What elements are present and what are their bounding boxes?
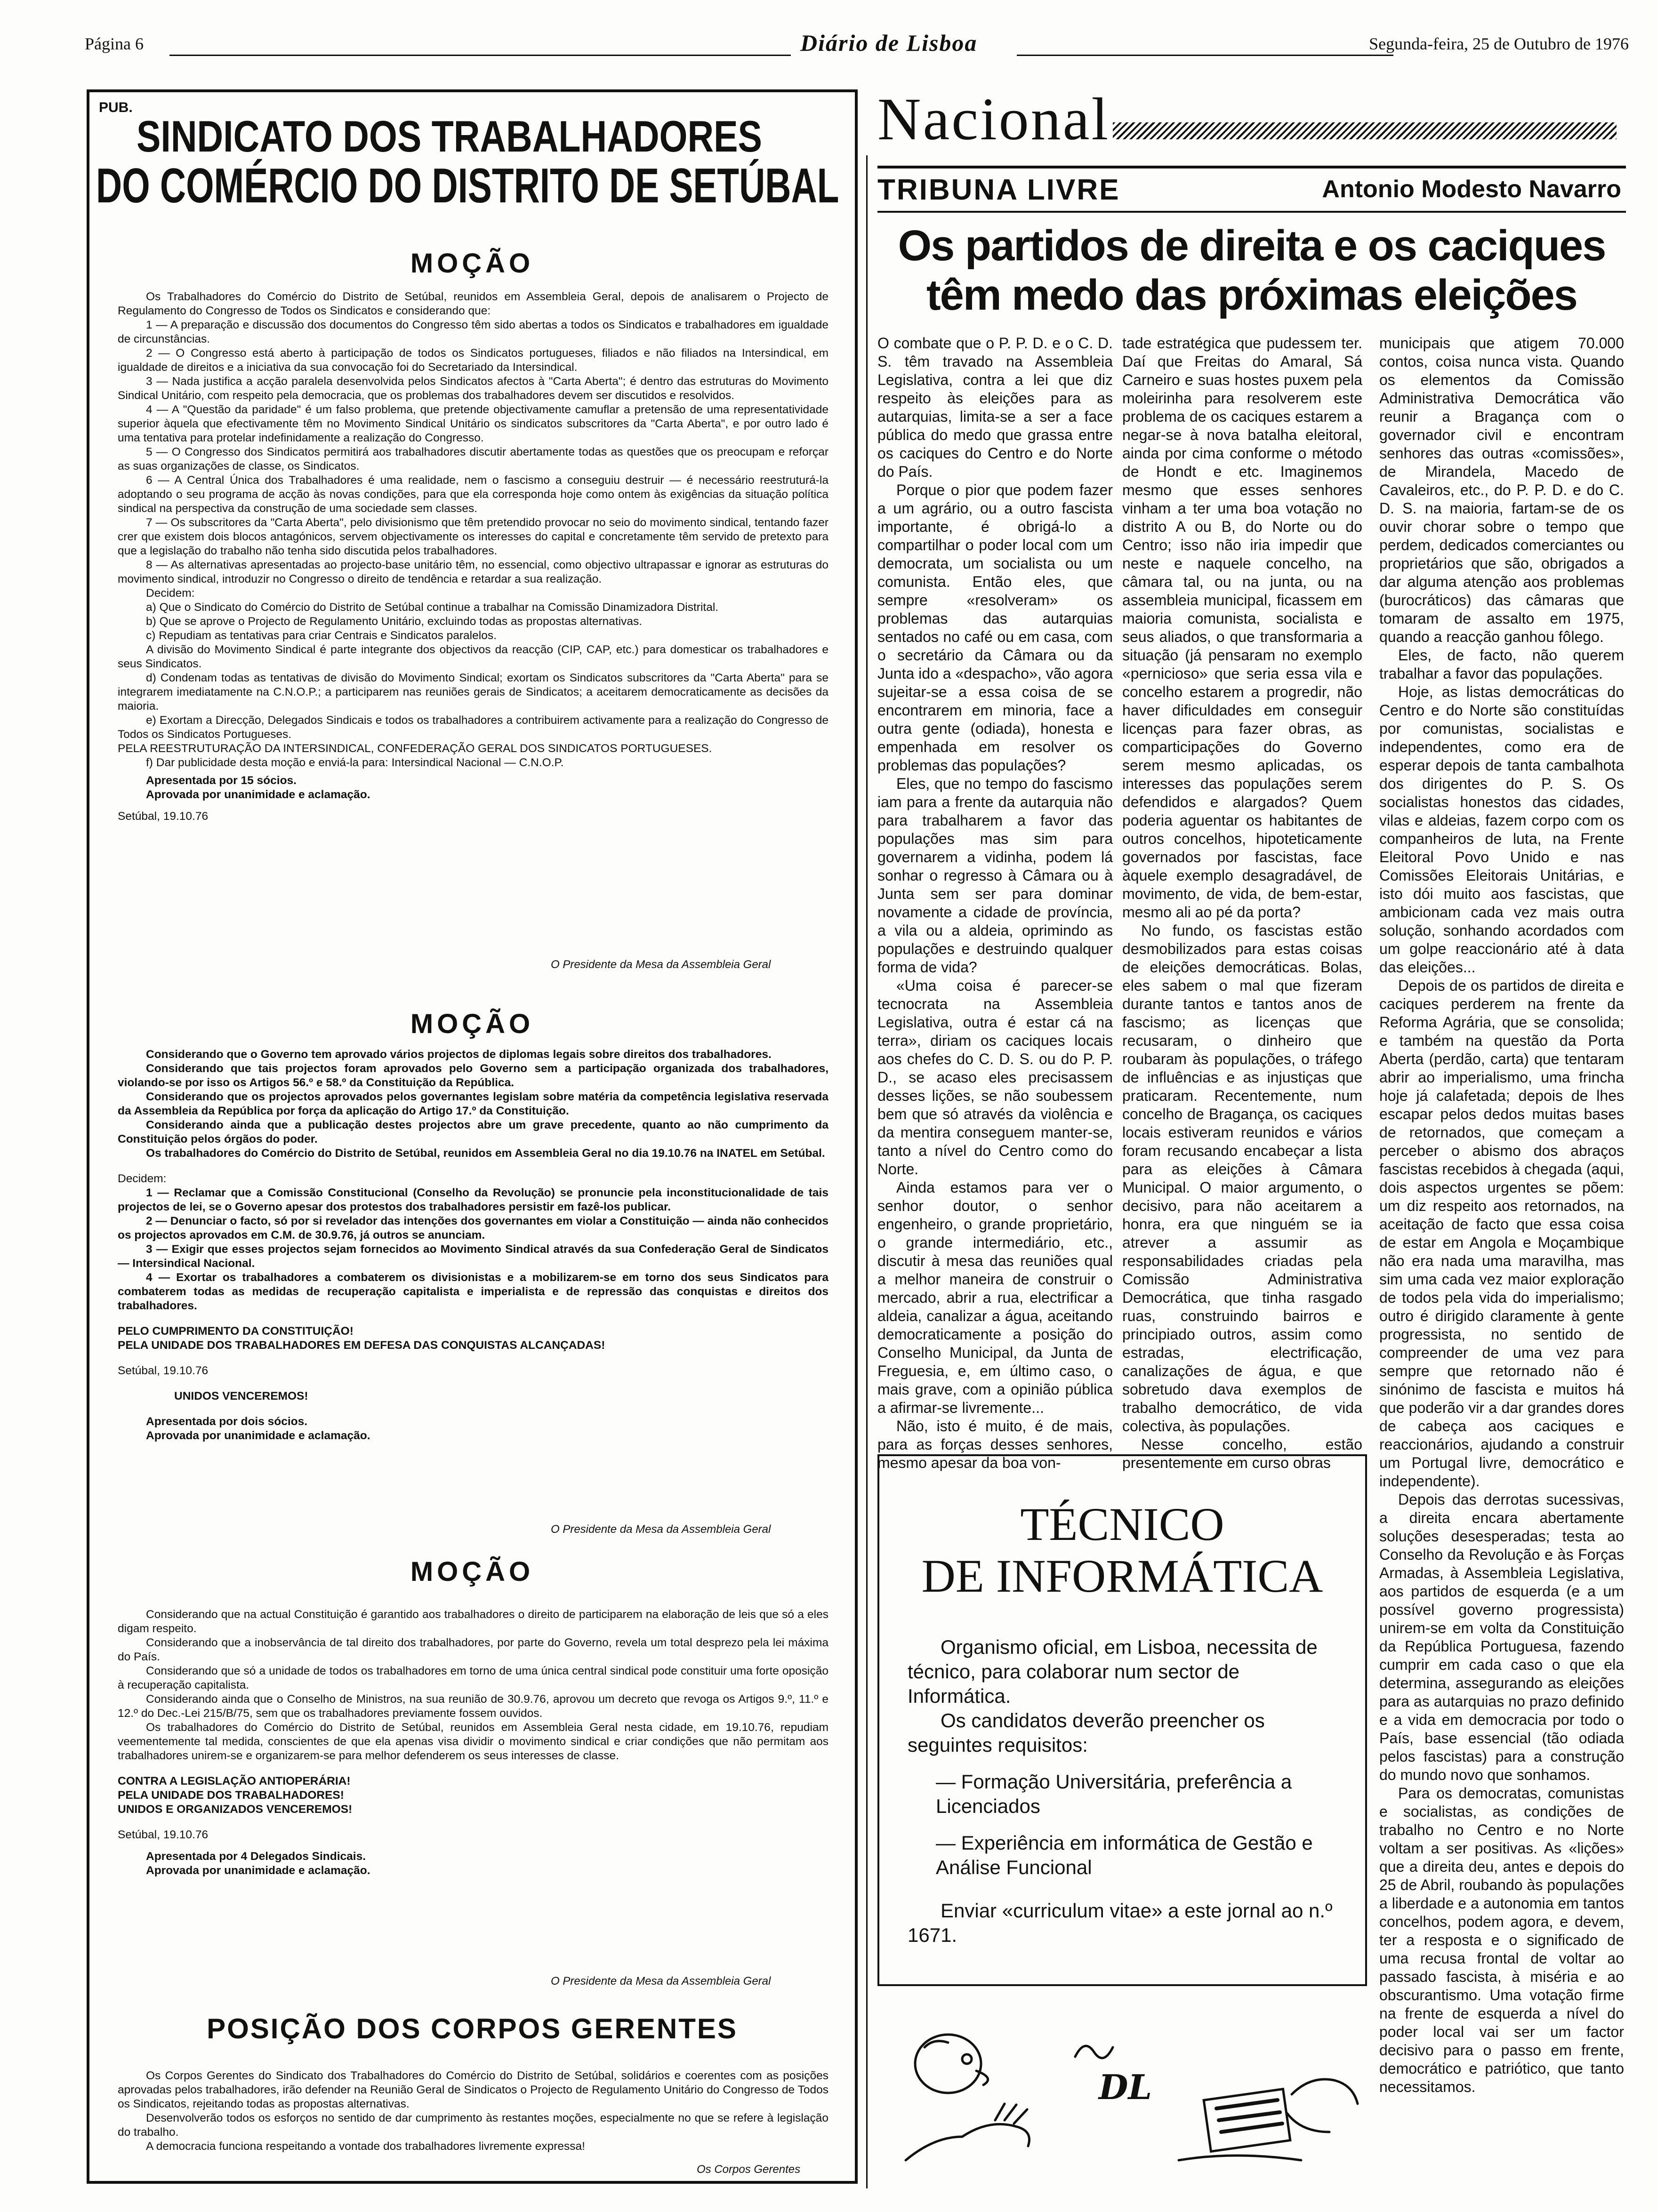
motion-2-para: Os trabalhadores do Comércio do Distrito de Setúbal, reunidos em Assembleia Geral no dia 19.10.76 na INATEL em Setúbal. (146, 1147, 825, 1160)
union-advertisement (87, 89, 858, 2184)
motion-3-slogan: CONTRA A LEGISLAÇÃO ANTIOPERÁRIA! (118, 1775, 351, 1787)
section-header (877, 80, 1631, 151)
rubric: TRIBUNA LIVRE (877, 174, 1120, 206)
job-ad-requirement: — Formação Universitária, preferência a Licenciados (936, 1771, 1292, 1817)
article-para: municipais que atigem 70.000 contos, coisa nunca vista. Quando os elementos da Comissão Administrativa Democrática vão reunir a Bragança com o governador civil e encontram senhores das outras «comissões», de Mirandela, Macedo de Cavaleiros, etc., do P. P. D. e do C. D. S. na maioria, fartam-se de os ouvir chorar sobre o tempo que perdem, dedicados comerciantes ou proprietários que são, obrigados a dar alguma atenção aos problemas (burocráticos) das câmaras que tomaram de assalto em 1975, quando a reacção ganhou fôlego. (1379, 335, 1624, 645)
motion-2-approved: Aprovada por unanimidade e aclamação. (146, 1429, 370, 1442)
motion-3-slogan: UNIDOS E ORGANIZADOS VENCEREMOS! (118, 1803, 353, 1816)
motion-2-item: 4 — Exortar os trabalhadores a combaterem os divisionistas e a mobilizarem-se em torno dos seus Sindicatos para combaterem todas as medidas de recuperação capitalista e imperialista e de repressão das conquistas e direitos dos trabalhadores. (118, 1271, 828, 1312)
article-column-3 (1379, 334, 1624, 2188)
motion-1-intro: Os Trabalhadores do Comércio do Distrito de Setúbal, reunidos em Assembleia Geral, depois de analisarem o Projecto de Regulamento do Congresso de Todos os Sindicatos e considerando que: (118, 290, 828, 317)
motion-2-signature: O Presidente da Mesa da Assembleia Geral (551, 1523, 771, 1536)
motion-2-text (118, 1048, 828, 1443)
motion-3-signature: O Presidente da Mesa da Assembleia Geral (551, 1975, 771, 1988)
article-para: Depois das derrotas sucessivas, a direita encara abertamente soluções desesperadas; testa ao Conselho da Revolução e às Forças Armadas, à Assembleia Legislativa, aos partidos de esquerda (e a um possível governo progressista) unirem-se em volta da Constituição da República Portuguesa, fazendo cumprir em cada caso o que ela determina, assegurando as eleições para as autarquias no prazo definido e a vida em democracia por todo o País, base essencial (tão odiada pelos fascistas) para a construção do mundo novo que sonhamos. (1379, 1491, 1624, 1783)
motion-2-para: Considerando que os projectos aprovados pelos governantes legislam sobre matéria da competência legislativa reservada da Assembleia da República por força da aplicação do Artigo 17.º da Constituição. (118, 1090, 828, 1117)
motion-1-item: 6 — A Central Única dos Trabalhadores é uma realidade, nem o fascismo a conseguiu destruir — é necessário reestruturá-la adoptando o seu programa de acção às novas condições, para que ela corresponda hoje como ontem às exigências da situação política sindical na perspectiva da construção de uma sociedade sem classes. (118, 474, 828, 515)
motion-2-place-date: Setúbal, 19.10.76 (118, 1364, 209, 1377)
article-para: O combate que o P. P. D. e o C. D. S. têm travado na Assembleia Legislativa, contra a lei que diz respeito às eleições para as autarquias, limita-se a ser a face pública do medo que grassa entre os caciques do Centro e do Norte do País. (877, 335, 1113, 480)
motion-1-item: 7 — Os subscritores da "Carta Aberta", pelo divisionismo que têm pretendido provocar no seio do movimento sindical, tentando fazer crer que existem dois blocos antagónicos, servem objectivamente os interesses do capital e concretamente têm servido de pretexto para que a legislação do trabalho não tenha sido discutida pelos trabalhadores. (118, 516, 828, 557)
motion-1-item: 4 — A "Questão da paridade" é um falso problema, que pretende objectivamente camuflar a pretensão de uma representatividade superior àquela que efectivamente têm no Movimento Sindical Unitário os sindicatos subscritores da "Carta Aberta", e por outro lado é uma tentativa para protelar indefinidamente a realização do Congresso. (118, 403, 828, 444)
motion-3-approved: Apresentada por 4 Delegados Sindicais. (146, 1850, 366, 1863)
header-rule (1017, 55, 1393, 56)
motion-1-item: 1 — A preparação e discussão dos documentos do Congresso têm sido abertas a todos os Sindicatos e trabalhadores em igualdade de circunstâncias. (118, 319, 828, 345)
article-para: Porque o pior que podem fazer a um agrário, ou a outro fascista importante, é obrigá-lo a compartilhar o poder local com um democrata, um socialista ou um comunista. Então eles, que sempre «resolveram» os problemas das autarquias sentados no café ou em casa, com o secretário da Câmara ou da Junta ido a «despacho», vão agora sujeitar-se a essa coisa de se encontrarem em minoria, face a outra gente (odiada), honesta e empenhada em resolver os problemas das populações? (877, 481, 1113, 774)
ad-title-line-2: DO COMÉRCIO DO DISTRITO DE SETÚBAL (96, 159, 839, 213)
article-para: Hoje, as listas democráticas do Centro e do Norte são constituídas por comunistas, socialistas e independentes, como era de esperar depois de tanta cambalhota dos dirigentes do P. S. Os socialistas honestos das cidades, vilas e aldeias, fazem corpo com os companheiros de luta, na Frente Eleitoral Povo Unido e nas Comissões Eleitorais Unitárias, e isto dói muito aos fascistas, que ambicionam cada vez mais outra solução, sonhando acordados com um golpe reaccionário até à data das eleições... (1379, 683, 1624, 976)
motion-3-para: Considerando que só a unidade de todos os trabalhadores em torno de uma única central sindical pode constituir uma forte oposição à recuperação capitalista. (118, 1665, 828, 1691)
page-header (85, 27, 1629, 60)
motion-1-decision: f) Dar publicidade desta moção e enviá-la para: Intersindical Nacional — C.N.O.P. (146, 756, 564, 769)
masthead: Diário de Lisboa (800, 30, 978, 56)
job-ad-title (879, 1499, 1365, 1602)
article-para: «Uma coisa é parecer-se tecnocrata na Assembleia Legislativa, outra é estar cá na terra», diriam os caciques locais aos chefes do C. D. S. ou do P. P. D., se acaso eles precisassem desses lições, se não soubessem bem que só através da violência e da mentira conseguem manter-se, tanto a nível do Centro como do Norte. (877, 977, 1113, 1178)
motion-1-decision: e) Exortam a Direcção, Delegados Sindicais e todos os trabalhadores a contribuirem activamente para a realização do Congresso de Todos os Sindicatos Portugueses. (118, 714, 828, 741)
motion-heading: MOÇÃO (410, 1009, 534, 1039)
motion-2-item: 1 — Reclamar que a Comissão Constitucional (Conselho da Revolução) se pronuncie pela inconstitucionalidade de tais projectos de lei, se o Governo apesar dos protestos dos trabalhadores persistir em fazê-los publicar. (118, 1186, 828, 1213)
issue-date: Segunda-feira, 25 de Outubro de 1976 (1369, 34, 1629, 53)
motion-2-para: Considerando que tais projectos foram aprovados pelo Governo sem a participação organizada dos trabalhadores, violando-se por isso os Artigos 56.º e 58.º da Constituição da República. (118, 1062, 828, 1089)
position-signature: Os Corpos Gerentes (697, 2163, 801, 2176)
position-para: Desenvolverão todos os esforços no sentido de dar cumprimento às restantes moções, especialmente no que se refere à legislação do trabalho. (118, 2112, 828, 2139)
article-column-1 (877, 334, 1113, 1471)
motion-1-decision: c) Repudiam as tentativas para criar Centrais e Sindicatos paralelos. (146, 629, 497, 642)
section-hatch (1113, 122, 1617, 139)
header-rule (169, 55, 791, 56)
author: Antonio Modesto Navarro (1322, 176, 1621, 203)
motion-1-slogan: PELA REESTRUTURAÇÃO DA INTERSINDICAL, CONFEDERAÇÃO GERAL DOS SINDICATOS PORTUGUESES. (118, 742, 712, 755)
cartoon (877, 2019, 1367, 2174)
position-heading: POSIÇÃO DOS CORPOS GERENTES (207, 2013, 738, 2044)
headline-line-1: Os partidos de direita e os caciques (898, 222, 1606, 270)
motion-3-para: Considerando ainda que o Conselho de Ministros, na sua reunião de 30.9.76, aprovou um decreto que revoga os Artigos 9.º, 11.º e 12.º do Dec.-Lei 215/B/75, sem que os trabalhadores previamente fossem ouvidos. (118, 1693, 828, 1720)
motion-2-item: 3 — Exigir que esses projectos sejam fornecidos ao Movimento Sindical através da sua Confederação Geral de Sindicatos — Intersindical Nacional. (118, 1243, 828, 1270)
page-number: Página 6 (85, 34, 144, 53)
motion-2-decide: Decidem: (118, 1172, 167, 1185)
job-ad-para: Os candidatos deverão preencher os seguintes requisitos: (908, 1709, 1265, 1756)
motion-2-para: Considerando que o Governo tem aprovado vários projectos de diplomas legais sobre direitos dos trabalhadores. (146, 1048, 772, 1061)
motion-1-decision: b) Que se aprove o Projecto de Regulamento Unitário, excluindo todas as propostas alternativas. (146, 615, 643, 628)
job-ad-title-line-2: DE INFORMÁTICA (921, 1550, 1323, 1602)
column-divider (866, 155, 868, 2188)
article-para: Ainda estamos para ver o senhor doutor, o senhor engenheiro, o grande proprietário, o grande intermediário, etc., discutir à mesa das reuniões qual a melhor maneira de construir o mercado, abrir a rua, electrificar a aldeia, canalizar a água, aceitando democraticamente a posição do Conselho Municipal, da Junta de Freguesia, e, em último caso, o mais grave, com a opinião pública a afirmar-se livremente... (877, 1179, 1113, 1416)
motion-3-text (118, 1608, 828, 1878)
motion-1-decision: a) Que o Sindicato do Comércio do Distrito de Setúbal continue a trabalhar na Comissão Dinamizadora Distrital. (146, 601, 719, 614)
motion-1-item: 8 — As alternativas apresentadas ao projecto-base unitário têm, no essencial, como objectivo ultrapassar e ignorar as estruturas do movimento sindical, introduzir no Congresso o direito de tendência e retardar a sua realização. (118, 559, 828, 585)
article-para: No fundo, os fascistas estão desmobilizados para estas coisas de eleições democráticas. Bolas, eles sabem o mal que fizeram durante tantos e tantos anos de fascismo; as licenças que recusaram, o dinheiro que roubaram às populações, o tráfego de influências e as injustiças que praticaram. Recentemente, num concelho de Bragança, os caciques locais estiveram reunidos e vários foram recusando encabeçar a lista para as eleições à Câmara Municipal. O maior argumento, o decisivo, para não aceitarem a honra, era que ninguém se ia atrever a assumir as responsabilidades criadas pela Comissão Administrativa Democrática, que tinha rasgado ruas, construindo bairros e principiado outros, assim como estradas, electrificação, canalizações de água, e que sobretudo dava exemplos de trabalho democrático, de vida colectiva, às populações. (1122, 922, 1362, 1435)
article-para: Eles, que no tempo do fascismo iam para a frente da autarquia não para trabalharem a favor das populações mas sim para governarem a vidinha, podem lá sonhar o regresso à Câmara ou à Junta sem ser para dominar novamente a cidade de província, a vila ou a aldeia, oprimindo as populações e destruindo qualquer forma de vida? (877, 775, 1113, 976)
article-para: Eles, de facto, não querem trabalhar a favor das populações. (1379, 647, 1624, 682)
job-ad-title-line-1: TÉCNICO (1020, 1498, 1224, 1550)
motion-2-approved: Apresentada por dois sócios. (146, 1415, 308, 1428)
article-para: Nesse concelho, estão presentemente em curso obras (1122, 1436, 1362, 1471)
motion-2-slogan: PELO CUMPRIMENTO DA CONSTITUIÇÃO! (118, 1325, 354, 1338)
motion-1-decide: Decidem: (146, 587, 195, 600)
article-para: Depois de os partidos de direita e caciques perderem na frente da Reforma Agrária, que se consolida; e também na questão da Porta Aberta (perdão, carta) que tentaram abrir ao imperialismo, uma frincha hoje já calafetada; depois de lhes escapar pelos dedos muitas bases de retornados, que começam a perceber o abismo dos abraços fascistas recebidos à chegada (aqui, dois aspectos urgentes se põem: um diz respeito aos retornados, na aceitação de facto que essa coisa de estar em Angola e Moçambique não era nada uma maravilha, mas sim uma cada vez maior exploração de todos pela vida do imperialismo; outro é dirigido claramente à gente progressista, no sentido de compreender de uma vez para sempre que retornado não é sinónimo de fascista e muitos há que poderão vir a dar grandes dores de cabeça aos caciques e reaccionários, ajudando a construir um Portugal livre, democrático e independente). (1379, 977, 1624, 1490)
motion-1-item: 2 — O Congresso está aberto à participação de todos os Sindicatos portugueses, filiados e não filiados na Intersindical, em igualdade de direitos e a iniciativa da sua convocação foi do Secretariado da Intersindical. (118, 347, 828, 374)
article-column-2 (1122, 334, 1362, 1471)
article-para: Não, isto é muito, é de mais, para as forças desses senhores, mesmo apesar da boa von- (877, 1418, 1113, 1471)
motion-3-approved: Aprovada por unanimidade e aclamação. (146, 1864, 370, 1877)
article-para: tade estratégica que pudessem ter. Daí que Freitas do Amaral, Sá Carneiro e suas hostes puxem pela moleirinha para resolverem este problema de os caciques estarem a negar-se à nova batalha eleitoral, ainda por cima conforme o método de Hondt e etc. Imaginemos mesmo que esses senhores vinham a ter uma boa votação no distrito A ou B, do Norte ou do Centro; isso não iria impedir que neste e naquele concelho, na câmara tal, ou na junta, ou na assembleia municipal, ficassem em maioria comunista, socialista e seus aliados, o que transformaria a situação (já pensaram no exemplo «pernicioso» que seria essa vila e concelho estarem a progredir, não haver dificuldades em conseguir licenças para fazer obras, as comparticipações do Governo serem mesmo aplicadas, os interesses das populações serem defendidos e alargados? Quem poderia aguentar os habitantes de outros concelhos, hipoteticamente governados por fascistas, face àquele exemplo desagradável, de movimento, de vida, de bem-estar, mesmo ali ao pé da porta? (1122, 335, 1362, 921)
pub-label: PUB. (99, 100, 133, 115)
cartoon-label: DL (1099, 2067, 1152, 2107)
motion-3-para: Considerando que na actual Constituição é garantido aos trabalhadores o direito de participarem na elaboração de leis que só a eles digam respeito. (118, 1608, 828, 1635)
job-ad-para: Enviar «curriculum vitae» a este jornal ao n.º 1671. (908, 1899, 1333, 1946)
motion-1-approved: Apresentada por 15 sócios. (146, 774, 297, 787)
ad-title-line-1: SINDICATO DOS TRABALHADORES (137, 112, 762, 161)
job-advertisement (877, 1454, 1367, 1986)
job-ad-para: Organismo oficial, em Lisboa, necessita de técnico, para colaborar num sector de Informática. (908, 1636, 1318, 1707)
motion-1-text (118, 290, 828, 824)
motion-1-approved: Aprovada por unanimidade e aclamação. (146, 788, 370, 801)
motion-2-slogan: UNIDOS VENCEREMOS! (174, 1390, 308, 1403)
rubric-bar (877, 166, 1626, 213)
motion-2-para: Considerando ainda que a publicação destes projectos abre um grave precedente, quanto ao não cumprimento da Constituição pelos órgãos do poder. (118, 1119, 828, 1146)
section-title: Nacional (877, 86, 1110, 152)
position-para: A democracia funciona respeitando a vontade dos trabalhadores livremente expressa! (146, 2140, 585, 2153)
motion-3-para: Os trabalhadores do Comércio do Distrito de Setúbal, reunidos em Assembleia Geral nesta cidade, em 19.10.76, repudiam veementemente tal medida, conscientes de que ela apenas visa dividir o movimento sindical e criar condições que não permitam aos trabalhadores unirem-se e organizarem-se para melhor defenderem os seus interesses de classe. (118, 1721, 828, 1762)
position-text (118, 2069, 828, 2154)
motion-1-decision: d) Condenam todas as tentativas de divisão do Movimento Sindical; exortam os Sindicatos subscritores da "Carta Aberta" para se integrarem imediatamente na C.N.O.P.; a participarem nas reuniões gerais de Sindicatos; a aceitarem democraticamente as decisões da maioria. (118, 672, 828, 713)
article-para: Para os democratas, comunistas e socialistas, as condições de trabalho no Centro e no Norte voltam a ser positivas. As «lições» que a direita deu, antes e depois do 25 de Abril, roubando às populações a liberdade e a autonomia em tantos concelhos, podem agora, e devem, ter a resposta e o significado de uma recusa frontal de voltar ao passado fascista, à miséria e ao obscurantismo. Uma votação firme na frente de esquerda a nível do poder local vai ser um factor decisivo para o passo em frente, democrático e patriótico, que tanto necessitamos. (1379, 1785, 1624, 2095)
article-headline (877, 221, 1626, 325)
motion-3-slogan: PELA UNIDADE DOS TRABALHADORES! (118, 1789, 344, 1802)
motion-2-item: 2 — Denunciar o facto, só por si revelador das intenções dos governantes em violar a Constituição — ainda não conhecidos os projectos aprovados em C.M. de 30.9.76, já outros se anunciam. (118, 1215, 828, 1242)
job-ad-requirement: — Experiência em informática de Gestão e Análise Funcional (936, 1832, 1313, 1878)
motion-1-decision: A divisão do Movimento Sindical é parte integrante dos objectivos da reacção (CIP, CAP, etc.) para domesticar os trabalhadores e seus Sindicatos. (118, 643, 828, 670)
motion-heading: MOÇÃO (410, 248, 534, 279)
motion-3-place-date: Setúbal, 19.10.76 (118, 1828, 209, 1841)
position-para: Os Corpos Gerentes do Sindicato dos Trabalhadores do Comércio do Distrito de Setúbal, solidários e coerentes com as posições aprovadas pelos trabalhadores, irão defender na Reunião Geral de Sindicatos o Projecto de Regulamento Unitário do Congresso de Todos os Sindicatos, rejeitando todas as propostas alternativas. (118, 2069, 828, 2110)
cartoon-drawing (877, 2019, 1367, 2174)
motion-1-place-date: Setúbal, 19.10.76 (118, 810, 209, 823)
job-ad-body (908, 1635, 1345, 1948)
motion-1-item: 3 — Nada justifica a acção paralela desenvolvida pelos Sindicatos afectos à "Carta Aberta"; é dentro das estruturas do Movimento Sindical Unitário, com respeito pela democracia, que os problemas dos trabalhadores devem ser discutidos e resolvidos. (118, 375, 828, 402)
motion-1-item: 5 — O Congresso dos Sindicatos permitirá aos trabalhadores discutir abertamente todas as questões que os preocupam e reforçar as suas organizações de classe, os Sindicatos. (118, 446, 828, 473)
motion-heading: MOÇÃO (410, 1556, 534, 1587)
headline-line-2: têm medo das próximas eleições (926, 271, 1577, 319)
motion-2-slogan: PELA UNIDADE DOS TRABALHADORES EM DEFESA DAS CONQUISTAS ALCANÇADAS! (118, 1339, 605, 1352)
motion-3-para: Considerando que a inobservância de tal direito dos trabalhadores, por parte do Governo, revela um total desprezo pela lei máxima do País. (118, 1636, 828, 1663)
motion-1-signature: O Presidente da Mesa da Assembleia Geral (551, 958, 771, 971)
